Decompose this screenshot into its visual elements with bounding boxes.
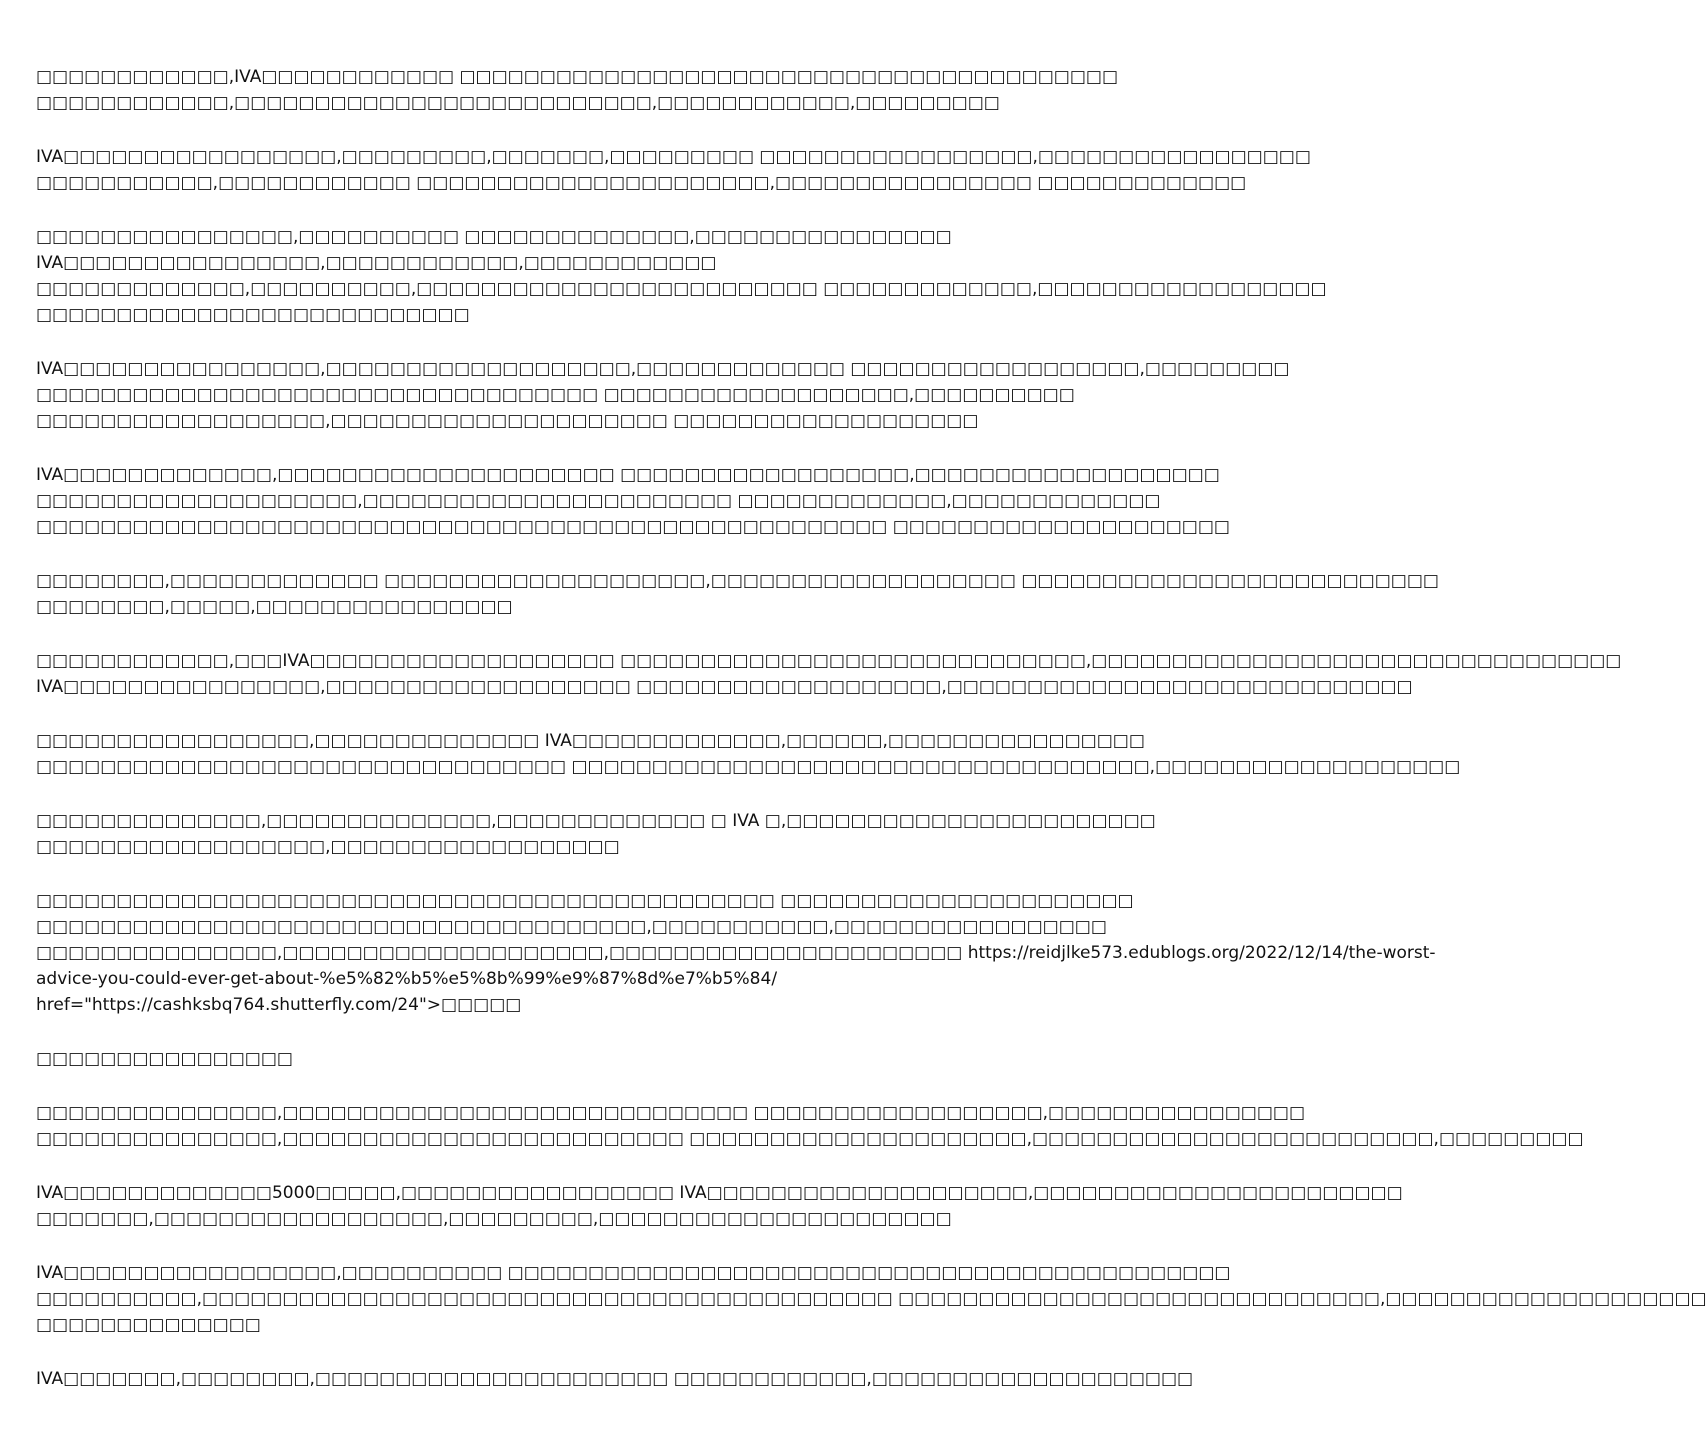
text-line: □□□□□□□□□□□□□□□,□□□□□□□□□□□□□□□□□□□□,□□□□□□□□□□□□□□□□□□□□□□ https://reidjlke573.edublogs.org/2022/12/14/the-worst- (36, 943, 1436, 963)
link-url-line: advice-you-could-ever-get-about-%e5%82%b5%e5%8b%99%e9%87%8d%e7%b5%84/ (36, 969, 778, 989)
text-line: □□□□□□□□□□□□□□□□ (36, 1049, 293, 1069)
paragraph-10 (36, 888, 1436, 1018)
text-line: IVA□□□□□□□□□□□□□5000□□□□□,□□□□□□□□□□□□□□□□□ IVA□□□□□□□□□□□□□□□□□□□□,□□□□□□□□□□□□□□□□□□□□□□□ (36, 1183, 1403, 1203)
text-line: IVA□□□□□□□□□□□□□□□□,□□□□□□□□□□□□□□□□□□□,□□□□□□□□□□□□□ □□□□□□□□□□□□□□□□□□,□□□□□□□□□ (36, 359, 1290, 379)
paragraph-15 (36, 1366, 1194, 1392)
paragraph-2 (36, 144, 1311, 196)
text-line: □□□□□□□□□□□□,IVA□□□□□□□□□□□□ □□□□□□□□□□□□□□□□□□□□□□□□□□□□□□□□□□□□□□□□□ (36, 67, 1119, 87)
text-line: □□□□□□□,□□□□□□□□□□□□□□□□□□,□□□□□□□□□,□□□□□□□□□□□□□□□□□□□□□□ (36, 1209, 952, 1229)
paragraph-6 (36, 568, 1439, 620)
text-line: □□□□□□□□□□□□□□ (36, 1315, 261, 1335)
text-line: □□□□□□□□□□□□□□□□□□□□□□□□□□□□□□□□□ □□□□□□□□□□□□□□□□□□□□□□□□□□□□□□□□□□□□,□□□□□□□□□□□□□□□□□□□ (36, 757, 1461, 777)
text-line: □□□□□□□□□□□□□□□□□□□□□□□□□□□□□□□□□□□□□□□□□□□□□□ □□□□□□□□□□□□□□□□□□□□□□ (36, 891, 1134, 911)
text-line: IVA□□□□□□□□□□□□□□□□,□□□□□□□□□□□□□□□□□□□ □□□□□□□□□□□□□□□□□□□,□□□□□□□□□□□□□□□□□□□□□□□□□□□□□ (36, 677, 1413, 697)
text-line: □□□□□□□□□□□□□□□□□□□□□□□□□□□□□□□□□□□□□□,□□□□□□□□□□□,□□□□□□□□□□□□□□□□□ (36, 917, 1107, 937)
paragraph-3 (36, 224, 1327, 328)
text-line: □□□□□□□□□□□□,□□□IVA□□□□□□□□□□□□□□□□□□□ □□□□□□□□□□□□□□□□□□□□□□□□□□□□□,□□□□□□□□□□□□□□□□□□□□□□□□□□□□□□□□□ (36, 651, 1622, 671)
paragraph-11 (36, 1046, 988, 1072)
text-line: IVA□□□□□□□□□□□□□□□□,□□□□□□□□□□□□,□□□□□□□□□□□□ (36, 253, 717, 273)
text-line: IVA□□□□□□□,□□□□□□□□,□□□□□□□□□□□□□□□□□□□□□□ □□□□□□□□□□□□,□□□□□□□□□□□□□□□□□□□□ (36, 1369, 1194, 1389)
text-line: □□□□□□□□□□,□□□□□□□□□□□□□□□□□□□□□□□□□□□□□□□□□□□□□□□□□□□ □□□□□□□□□□□□□□□□□□□□□□□□□□□□□□,□□□□□□□□□□□□□□□□□□□□ (36, 1289, 1707, 1309)
paragraph-7 (36, 648, 1622, 700)
text-line: □□□□□□□□□□□□□□□□,□□□□□□□□□□ □□□□□□□□□□□□□□,□□□□□□□□□□□□□□□□ (36, 227, 952, 247)
text-line: □□□□□□□□□□□□□,□□□□□□□□□□,□□□□□□□□□□□□□□□□□□□□□□□□□ □□□□□□□□□□□□□,□□□□□□□□□□□□□□□□□□ (36, 279, 1327, 299)
text-line: □□□□□□□□□□□□□□,□□□□□□□□□□□□□□,□□□□□□□□□□□□□ □ IVA □,□□□□□□□□□□□□□□□□□□□□□□□ (36, 811, 1156, 831)
text-line: □□□□□□□□□□□□□□□□□□□□,□□□□□□□□□□□□□□□□□□□□□□□ □□□□□□□□□□□□□,□□□□□□□□□□□□□ (36, 491, 1161, 511)
paragraph-14 (36, 1260, 1707, 1338)
text-line: IVA□□□□□□□□□□□□□,□□□□□□□□□□□□□□□□□□□□□ □□□□□□□□□□□□□□□□□□,□□□□□□□□□□□□□□□□□□□ (36, 465, 1220, 485)
text-line: □□□□□□□□□□□□□□□□□,□□□□□□□□□□□□□□ IVA□□□□□□□□□□□□□,□□□□□□,□□□□□□□□□□□□□□□□ (36, 731, 1145, 751)
paragraph-9 (36, 808, 1156, 860)
paragraph-8 (36, 728, 1461, 780)
text-line: IVA□□□□□□□□□□□□□□□□□,□□□□□□□□□,□□□□□□□,□□□□□□□□□ □□□□□□□□□□□□□□□□□,□□□□□□□□□□□□□□□□□ (36, 147, 1311, 167)
link-url-line: href="https://cashksbq764.shutterfly.com/24">□□□□□ (36, 995, 522, 1015)
text-line: □□□□□□□□□□□□□□□□□□□□□□□□□□□□□□□□□□□□□□□□□□□□□□□□□□□□□ □□□□□□□□□□□□□□□□□□□□□ (36, 517, 1230, 537)
text-line: □□□□□□□□□□□□□□□□□□,□□□□□□□□□□□□□□□□□□□□□ □□□□□□□□□□□□□□□□□□□ (36, 411, 979, 431)
paragraph-12 (36, 1100, 1584, 1152)
text-line: □□□□□□□□□□□□□□□□□□□□□□□□□□□□□□□□□□□ □□□□□□□□□□□□□□□□□□□,□□□□□□□□□□ (36, 385, 1075, 405)
paragraph-1 (36, 64, 1119, 116)
text-line: □□□□□□□□□□□,□□□□□□□□□□□□ □□□□□□□□□□□□□□□□□□□□□□,□□□□□□□□□□□□□□□□ □□□□□□□□□□□□□ (36, 173, 1247, 193)
text-line: □□□□□□□□□□□□□□□□□□,□□□□□□□□□□□□□□□□□□ (36, 837, 620, 857)
paragraph-4 (36, 356, 1290, 434)
document-body (36, 64, 1707, 1420)
text-line: □□□□□□□□□□□□□□□,□□□□□□□□□□□□□□□□□□□□□□□□□ □□□□□□□□□□□□□□□□□□□□□,□□□□□□□□□□□□□□□□□□□□□□□□□,□□□□□□□□□ (36, 1129, 1584, 1149)
text-line: □□□□□□□□,□□□□□,□□□□□□□□□□□□□□□□ (36, 597, 513, 617)
text-line: □□□□□□□□□□□□,□□□□□□□□□□□□□□□□□□□□□□□□□□,□□□□□□□□□□□□,□□□□□□□□□ (36, 93, 1000, 113)
text-line: □□□□□□□□□□□□□□□,□□□□□□□□□□□□□□□□□□□□□□□□□□□□□ □□□□□□□□□□□□□□□□□□,□□□□□□□□□□□□□□□□ (36, 1103, 1306, 1123)
paragraph-5 (36, 462, 1230, 540)
text-line: IVA□□□□□□□□□□□□□□□□□,□□□□□□□□□□ □□□□□□□□□□□□□□□□□□□□□□□□□□□□□□□□□□□□□□□□□□□□□ (36, 1263, 1231, 1283)
paragraph-13 (36, 1180, 1403, 1232)
text-line: □□□□□□□□,□□□□□□□□□□□□□ □□□□□□□□□□□□□□□□□□□□,□□□□□□□□□□□□□□□□□□□ □□□□□□□□□□□□□□□□□□□□□□□□□□ (36, 571, 1439, 591)
text-line: □□□□□□□□□□□□□□□□□□□□□□□□□□□ (36, 305, 470, 325)
